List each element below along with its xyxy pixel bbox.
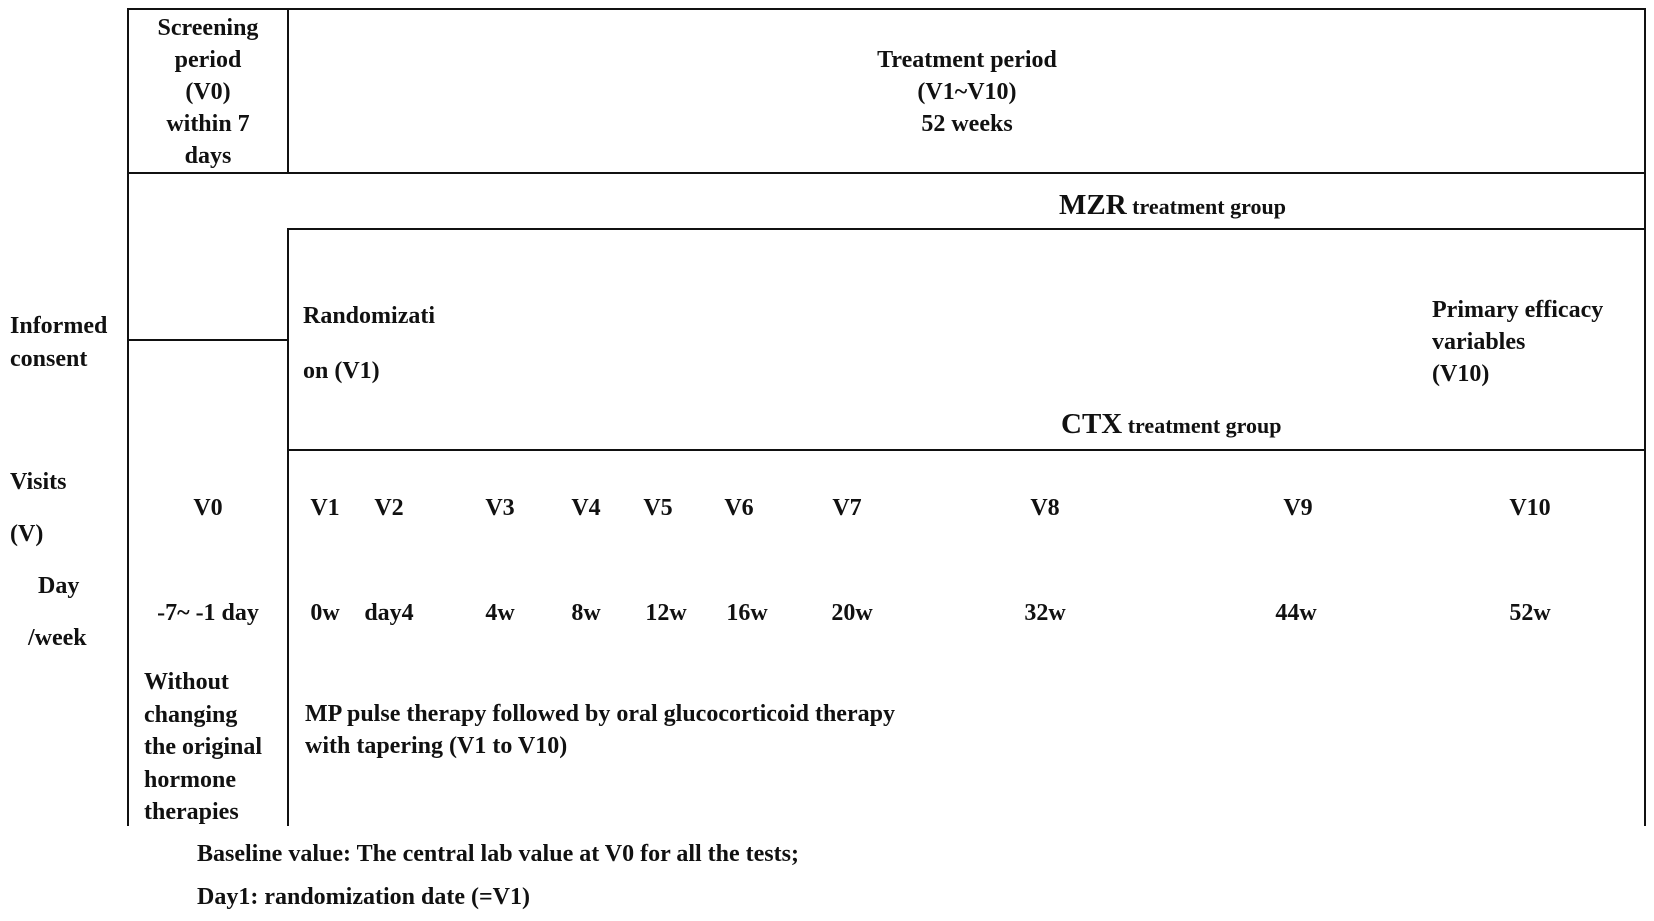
screening-line-4: within 7: [166, 111, 250, 137]
time-v7: 20w: [831, 600, 873, 626]
informed-consent-label: [10, 310, 107, 376]
time-v8: 32w: [1024, 600, 1066, 626]
screening-note-line-4: hormone: [144, 766, 236, 793]
mzr-group-label: [1059, 189, 1286, 223]
treatment-line-3: 52 weeks: [921, 111, 1013, 137]
screening-note-line-5: therapies: [144, 799, 239, 825]
treatment-line-1: Treatment period: [877, 47, 1057, 73]
visit-v6: V6: [724, 495, 754, 521]
primary-efficacy-label: [1432, 294, 1603, 390]
time-v1: 0w: [310, 600, 340, 626]
primary-efficacy-line-3: (V10): [1432, 361, 1490, 387]
time-v9: 44w: [1275, 600, 1317, 626]
visit-v8: V8: [1030, 495, 1060, 521]
treatment-note-line-1: MP pulse therapy followed by oral glucocorticoid therapy: [305, 701, 895, 727]
time-v2: day4: [364, 600, 414, 626]
ctx-name: CTX: [1061, 408, 1123, 440]
treatment-note-line-2: with tapering (V1 to V10): [305, 733, 568, 759]
visit-v9: V9: [1283, 495, 1313, 521]
visit-v7: V7: [832, 495, 862, 521]
screening-line-1: Screening: [157, 15, 259, 41]
mzr-row-bottom-border: [288, 228, 1646, 230]
time-v10: 52w: [1509, 600, 1551, 626]
screening-period-header: [130, 12, 286, 172]
treatment-note: [305, 698, 895, 762]
randomization-line-2: on (V1): [303, 358, 380, 384]
day-label: Day: [38, 573, 80, 599]
screening-note-line-1: Without: [144, 669, 229, 695]
ctx-row-bottom-border: [288, 449, 1646, 451]
time-v5: 12w: [645, 600, 687, 626]
treatment-left-divider: [287, 228, 289, 826]
treatment-line-2: (V1~V10): [917, 79, 1017, 105]
informed-consent-line-2: consent: [10, 346, 88, 372]
primary-efficacy-line-1: Primary efficacy: [1432, 297, 1604, 323]
treatment-period-header: [290, 44, 1644, 140]
time-v3: 4w: [485, 600, 515, 626]
screening-split-border: [128, 339, 288, 341]
visits-abbrev-label: (V): [10, 521, 44, 547]
visit-v5: V5: [643, 495, 673, 521]
week-label: /week: [28, 625, 87, 651]
screening-note-line-2: changing: [144, 701, 238, 728]
top-border: [128, 8, 1646, 10]
time-v4: 8w: [571, 600, 601, 626]
ctx-group-label: [1061, 408, 1282, 442]
time-v6: 16w: [726, 600, 768, 626]
visit-v10: V10: [1509, 495, 1551, 521]
visit-v1: V1: [310, 495, 340, 521]
mzr-name: MZR: [1059, 189, 1127, 221]
randomization-line-1: Randomizati: [303, 303, 435, 329]
visit-v3: V3: [485, 495, 515, 521]
left-border: [127, 8, 129, 826]
ctx-suffix: treatment group: [1122, 413, 1282, 438]
visit-v4: V4: [571, 495, 601, 521]
screening-line-3: (V0): [185, 79, 231, 105]
screening-line-2: period: [174, 47, 242, 73]
screening-note: [144, 666, 262, 829]
screening-line-5: days: [184, 143, 232, 169]
footnote-day1: Day1: randomization date (=V1): [197, 884, 530, 910]
informed-consent-line-1: Informed: [10, 313, 108, 339]
visit-v0: V0: [193, 495, 223, 521]
primary-efficacy-line-2: variables: [1432, 329, 1526, 355]
time-v0: -7~ -1 day: [157, 600, 259, 626]
screening-treatment-divider: [287, 8, 289, 174]
header-bottom-border: [128, 172, 1646, 174]
mzr-suffix: treatment group: [1126, 194, 1286, 219]
footnote-baseline: Baseline value: The central lab value at V0 for all the tests;: [197, 841, 799, 867]
visits-label: Visits: [10, 469, 67, 495]
visit-v2: V2: [374, 495, 404, 521]
right-border: [1644, 8, 1646, 826]
screening-note-line-3: the original: [144, 734, 262, 760]
